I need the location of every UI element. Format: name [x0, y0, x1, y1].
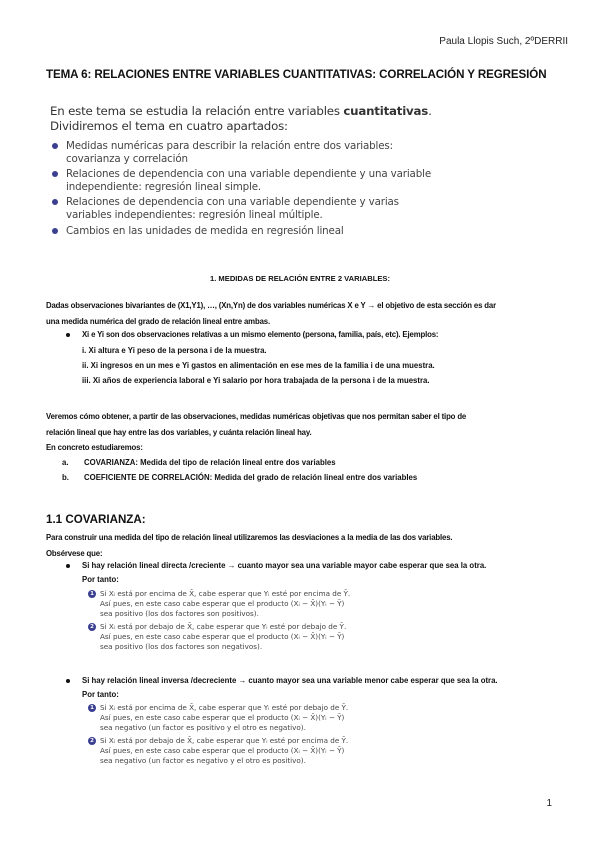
page-number: 1 [546, 798, 552, 809]
example-item: iii. Xi años de experiencia laboral e Yi salario por hora trabajada de la persona i de la muestra. [82, 376, 430, 385]
section-heading-1-1: 1.1 COVARIANZA: [46, 513, 146, 526]
number-badge-icon: 2 [88, 737, 96, 745]
section1-bullet: Xi e Yi son dos observaciones relativas a un mismo elemento (persona, familia, país, etc). Ejemplos: [66, 327, 438, 343]
bullet-icon [66, 564, 70, 568]
bullet-icon [66, 333, 70, 337]
inverse-examples [88, 703, 348, 766]
example-block: 1 Si Xᵢ está por encima de X̄, cabe esperar que Yᵢ esté por encima de Ȳ. Así pues, en este caso cabe esperar que el producto (Xᵢ − X̄)(Yᵢ − Ȳ) sea positivo (los dos factores son positivos). [88, 589, 350, 619]
intro-item: Relaciones de dependencia con una variable dependiente y varias variables independientes: regresión lineal múltiple. [50, 196, 432, 221]
example-item: i. Xi altura e Yi peso de la persona i de la muestra. [82, 346, 267, 355]
section1-paragraph-2: Veremos cómo obtener, a partir de las observaciones, medidas numéricas objetivas que nos permitan saber el tipo de relación lineal que hay entre las dos variables, y cuánta relación lineal hay. En concreto estudiaremos: [46, 412, 467, 452]
number-badge-icon: 1 [88, 590, 96, 598]
intro-item: Cambios en las unidades de medida en regresión lineal [50, 225, 432, 238]
intro-line-1: En este tema se estudia la relación entre variables cuantitativas. [50, 104, 432, 118]
intro-item: Medidas numéricas para describir la relación entre dos variables: covarianza y correlación [50, 140, 432, 165]
por-tanto-label: Por tanto: [82, 690, 119, 699]
section11-paragraph: Para construir una medida del tipo de relación lineal utilizaremos las desviaciones a la media de las dos variables. Obsérvese que: [46, 533, 453, 558]
list-item: b. COEFICIENTE DE CORRELACIÓN: Medida del grado de relación lineal entre dos variables [62, 473, 418, 482]
bullet-icon [52, 143, 58, 149]
bullet-icon [52, 228, 58, 234]
direct-relation-bullet: Si hay relación lineal directa /creciente → cuanto mayor sea una variable mayor cabe esperar que sea la otra. [66, 561, 486, 570]
intro-item: Relaciones de dependencia con una variable dependiente y una variable independiente: regresión lineal simple. [50, 168, 432, 193]
bullet-icon [52, 171, 58, 177]
example-block: 1 Si Xᵢ está por encima de X̄, cabe esperar que Yᵢ esté por debajo de Ȳ. Así pues, en este caso cabe esperar que el producto (Xᵢ − X̄)(Yᵢ − Ȳ) sea negativo (un factor es positivo y el otro es negativo). [88, 703, 348, 733]
bullet-icon [52, 199, 58, 205]
bullet-icon [66, 679, 70, 683]
number-badge-icon: 1 [88, 704, 96, 712]
page-title: TEMA 6: RELACIONES ENTRE VARIABLES CUANTITATIVAS: CORRELACIÓN Y REGRESIÓN [46, 68, 547, 81]
example-block: 2 Si Xᵢ está por debajo de X̄, cabe esperar que Yᵢ esté por encima de Ȳ. Así pues, en este caso cabe esperar que el producto (Xᵢ − X̄)(Yᵢ − Ȳ) sea negativo (un factor es negativo y el otro es positivo). [88, 736, 348, 766]
number-badge-icon: 2 [88, 623, 96, 631]
por-tanto-label: Por tanto: [82, 575, 119, 584]
list-item: a. COVARIANZA: Medida del tipo de relación lineal entre dos variables [62, 458, 336, 467]
intro-line-2: Dividiremos el tema en cuatro apartados: [50, 119, 288, 133]
section1-paragraph-1: Dadas observaciones bivariantes de (X1,Y1), …, (Xn,Yn) de dos variables numéricas X e Y → el objetivo de esta sección es dar una medida numérica del grado de relación lineal entre ambas. [46, 301, 496, 326]
intro-slide [50, 104, 432, 240]
example-block: 2 Si Xᵢ está por debajo de X̄, cabe esperar que Yᵢ esté por debajo de Ȳ. Así pues, en este caso cabe esperar que el producto (Xᵢ − X̄)(Yᵢ − Ȳ) sea positivo (los dos factores son negativos). [88, 622, 350, 652]
author-name: Paula Llopis Such, 2ºDERRII [439, 36, 568, 47]
inverse-relation-bullet: Si hay relación lineal inversa /decreciente → cuanto mayor sea una variable menor cabe esperar que sea la otra. [66, 676, 498, 685]
intro-list [50, 140, 432, 237]
example-item: ii. Xi ingresos en un mes e Yi gastos en alimentación en ese mes de la familia i de una muestra. [82, 361, 435, 370]
section-heading-1: 1. MEDIDAS DE RELACIÓN ENTRE 2 VARIABLES: [209, 274, 391, 283]
direct-examples [88, 589, 350, 652]
